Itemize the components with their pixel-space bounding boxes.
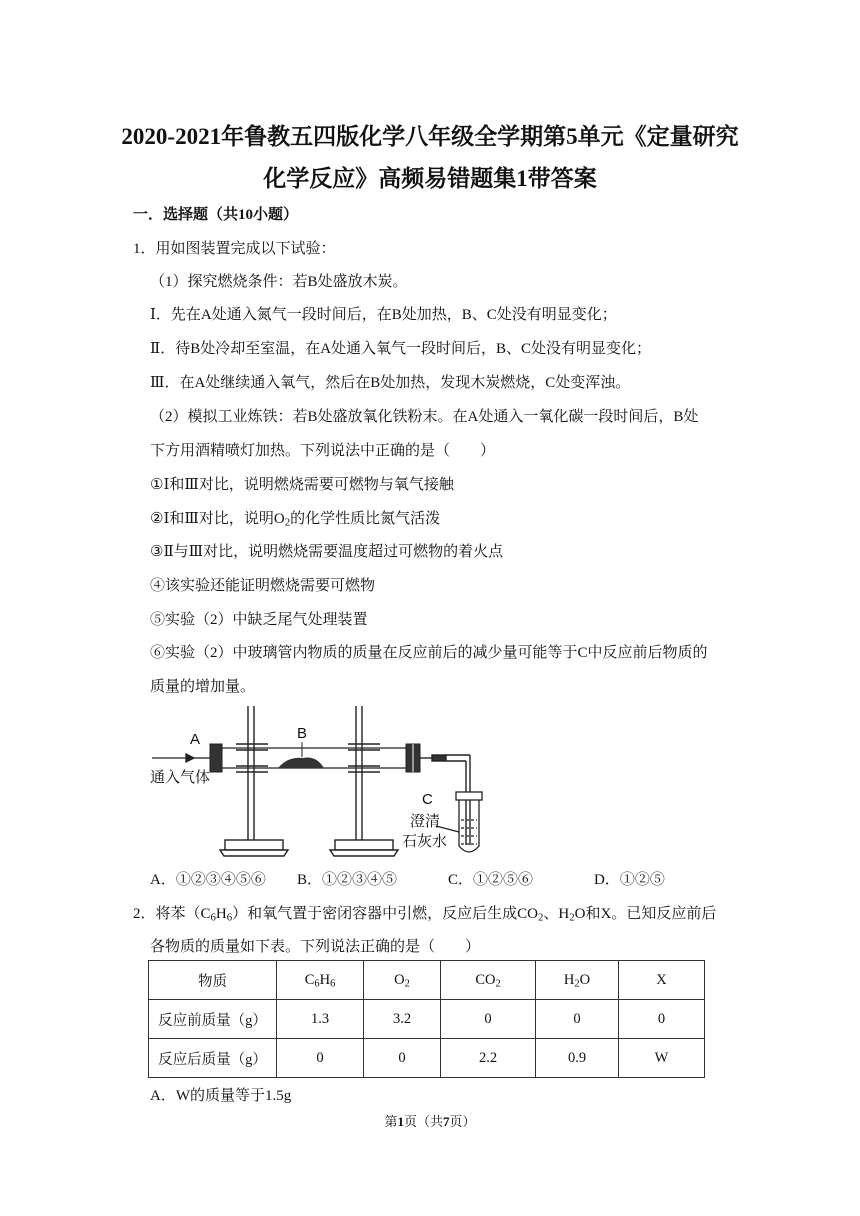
gas-inlet-label: 通入气体 — [150, 769, 211, 786]
table-cell: 0.9 — [536, 1039, 619, 1078]
header-o2: $O_2$ — [364, 961, 441, 1000]
doc-title-line1: 2020-2021年鲁教五四版化学八年级全学期第5单元《定量研究 — [121, 124, 739, 149]
table-cell: 0 — [619, 1000, 705, 1039]
section-heading: 一．选择题（共10小题） — [133, 207, 299, 223]
table-row — [149, 1000, 705, 1039]
header-co2: $CO_2$ — [441, 961, 536, 1000]
q1-option-b[interactable]: B．①②③④⑤ — [297, 872, 398, 888]
q1-option-a[interactable]: A．①②③④⑤⑥ — [150, 872, 266, 888]
doc-title-line2: 化学反应》高频易错题集1带答案 — [263, 166, 597, 191]
table-cell: 2.2 — [441, 1039, 536, 1078]
header-c6h6: $C_6H_6$ — [277, 961, 364, 1000]
table-cell: W — [619, 1039, 705, 1078]
q1-statement-3: ③Ⅱ与Ⅲ对比，说明燃烧需要温度超过可燃物的着火点 — [150, 544, 504, 560]
q2-stem: 2．将苯$(C_6H_6)$和氧气置于密闭容器中引燃，反应后生成$CO_2$、$H_2O$和X。已知反应前后 — [133, 906, 717, 924]
q1-part1: （1）探究燃烧条件：若B处盛放木炭。 — [150, 274, 408, 290]
q1-statement-4: ④该实验还能证明燃烧需要可燃物 — [150, 578, 376, 594]
sample-pile-b — [278, 757, 324, 768]
header-x: X — [619, 961, 705, 1000]
table-header-row — [149, 961, 705, 1000]
q1-statement-5: ⑤实验（2）中缺乏尾气处理装置 — [150, 612, 368, 628]
q1-statement-6-line1: ⑥实验（2）中玻璃管内物质的质量在反应前后的减少量可能等于C中反应前后物质的 — [150, 645, 708, 661]
iron-stand-left — [220, 706, 288, 856]
q2-option-a[interactable]: A．W的质量等于1.5g — [150, 1088, 292, 1104]
page-footer: 第1页（共7页） — [384, 1114, 476, 1129]
header-substance: 物质 — [149, 961, 277, 1000]
q2-stem-line2: 各物质的质量如下表。下列说法正确的是（ ） — [150, 939, 481, 955]
label-a: A — [190, 731, 201, 748]
header-h2o: $H_2O$ — [536, 961, 619, 1000]
table-cell: 0 — [536, 1000, 619, 1039]
mass-table — [148, 960, 705, 1078]
table-cell: 0 — [277, 1039, 364, 1078]
table-cell: 1.3 — [277, 1000, 364, 1039]
q1-step1: Ⅰ．先在A处通入氮气一段时间后，在B处加热，B、C处没有明显变化； — [150, 307, 617, 323]
table-row — [149, 1039, 705, 1078]
q1-option-d[interactable]: D．①②⑤ — [594, 872, 665, 888]
q1-step3: Ⅲ．在A处继续通入氧气，然后在B处加热，发现木炭燃烧，C处变浑浊。 — [150, 375, 631, 391]
apparatus-figure — [148, 700, 508, 860]
label-c: C — [422, 791, 433, 808]
inlet-arrow — [152, 754, 210, 762]
table-cell: 0 — [441, 1000, 536, 1039]
iron-stand-right — [330, 706, 398, 856]
q1-part2-line1: （2）模拟工业炼铁：若B处盛放氧化铁粉末。在A处通入一氧化碳一段时间后，B处 — [150, 409, 699, 425]
q1-option-c[interactable]: C．①②⑤⑥ — [448, 872, 534, 888]
q1-part2-line2: 下方用酒精喷灯加热。下列说法中正确的是（ ） — [150, 443, 496, 459]
q1-statement-2: ②Ⅰ和Ⅲ对比，说明$O_2$的化学性质比氮气活泼 — [150, 511, 441, 529]
q1-step2: Ⅱ．待B处冷却至室温，在A处通入氧气一段时间后，B、C处没有明显变化； — [150, 341, 652, 357]
table-cell: 0 — [364, 1039, 441, 1078]
limewater-label-1: 澄清 — [410, 813, 441, 830]
table-cell: 反应前质量（g） — [149, 1000, 277, 1039]
limewater-label-2: 石灰水 — [402, 833, 448, 850]
q1-statement-1: ①Ⅰ和Ⅲ对比，说明燃烧需要可燃物与氧气接触 — [150, 477, 454, 493]
label-b: B — [297, 725, 308, 742]
table-cell: 反应后质量（g） — [149, 1039, 277, 1078]
q1-statement-6-line2: 质量的增加量。 — [150, 679, 256, 695]
table-cell: 3.2 — [364, 1000, 441, 1039]
q1-stem: 1．用如图装置完成以下试验： — [133, 241, 336, 257]
